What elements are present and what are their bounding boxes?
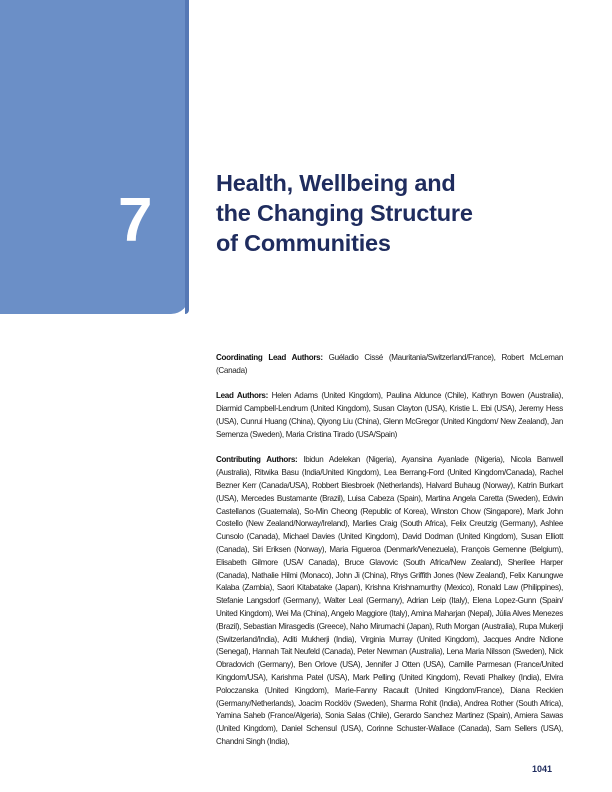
chapter-tab: [0, 0, 189, 314]
coordinating-lead-authors: [216, 352, 563, 378]
chapter-title: [216, 168, 546, 258]
section-text: Guéladio Cissé (Mauritania/Switzerland/France), Robert McLeman (Canada): [216, 353, 563, 375]
section-text: Helen Adams (United Kingdom), Paulina Aldunce (Chile), Kathryn Bowen (Australia), Diarmid Campbell-Lendrum (United Kingdom), Susan Clayton (USA), Kristie L. Ebi (USA), Jeremy Hess (USA), Cunrui Huang (China), Qiyong Liu (China), Glenn McGregor (United Kingdom/ New Zealand), Jan Semenza (Sweden), Maria Cristina Tirado (USA/Spain): [216, 391, 564, 439]
chapter-title-line: the Changing Structure: [216, 200, 473, 226]
section-text: Ibidun Adelekan (Nigeria), Ayansina Ayanlade (Nigeria), Nicola Banwell (Australia), Ritwika Basu (India/United Kingdom), Lea Berrang-Ford (United Kingdom/Canada), Rachel Bezner Kerr (Canada/USA), Robbert Biesbroek (Netherlands), Halvard Buhaug (Norway), Katrin Burkart (USA), Mercedes Bustamante (Brazil), Luisa Cabeza (Spain), Martina Angela Caretta (Sweden), Edwin Castellanos (Guatemala), So-Min Cheong (Republic of Korea), Winston Chow (Singapore), Mark John Costello (New Zealand/Norway/Ireland), Marlies Craig (South Africa), Felix Creutzig (Germany), Ashlee Cunsolo (Canada), Michael Davies (United Kingdom), David Dodman (United Kingdom), Susan Elliott (Canada), Siri Eriksen (Norway), Maria Figueroa (Denmark/Venezuela), François Gemenne (Belgium), Elisabeth Gilmore (USA/ Canada), Bruce Glavovic (South Africa/New Zealand), Sherilee Harper (Canada), Nathalie Hilmi (Monaco), John Ji (China), Rhys Griffith Jones (New Zealand), Felix Kanungwe Kalaba (Zambia), Saori Kitabatake (Japan), Krishna Krishnamurthy (Mexico), Ronald Law (Philippines), Stefanie Langsdorf (Germany), Walter Leal (Germany), Adrian Leip (Italy), Elena Lopez-Gunn (Spain/ United Kingdom), Wei Ma (China), Angelo Maggiore (Italy), Amina Maharjan (Nepal), Júlia Alves Menezes (Brazil), Sebastian Mirasgedis (Greece), Naho Mirumachi (Japan), Ruth Morgan (Australia), Rupa Mukerji (Switzerland/India), Aditi Mukherji (India), Virginia Murray (United Kingdom), Jacques Andre Ndione (Senegal), Hannah Tait Neufeld (Canada), Peter Newman (Australia), Lena Maria Nilsson (Sweden), Nick Obradovich (Germany), Ben Orlove (USA), Jennifer J Otten (USA), Camille Parmesan (France/United Kingdom/USA), Karishma Patel (USA), Mark Pelling (United Kingdom), Revati Phalkey (India), Elvira Poloczanska (United Kingdom), Marie-Fanny Racault (United Kingdom/France), Diana Reckien (Germany/Netherlands), Joacim Rocklöv (Sweden), Sharma Rohit (India), Andrea Rother (South Africa), Yamina Saheb (France/Algeria), Sonia Salas (Chile), Gerardo Sanchez Martinez (Spain), Amiera Sawas (United Kingdom), Daniel Schensul (USA), Corinne Schuster-Wallace (Canada), Sam Sellers (USA), Chandni Singh (India),: [216, 455, 563, 746]
chapter-title-line: of Communities: [216, 230, 391, 256]
page-number: 1041: [532, 764, 553, 774]
chapter-number: 7: [118, 186, 153, 255]
lead-authors: [216, 390, 563, 441]
contributing-authors: [216, 454, 563, 748]
section-heading: Contributing Authors:: [216, 455, 304, 465]
chapter-title-line: Health, Wellbeing and: [216, 170, 456, 196]
section-heading: Coordinating Lead Authors:: [216, 353, 329, 362]
section-heading: Lead Authors:: [216, 391, 272, 401]
authors-block: [216, 352, 563, 762]
